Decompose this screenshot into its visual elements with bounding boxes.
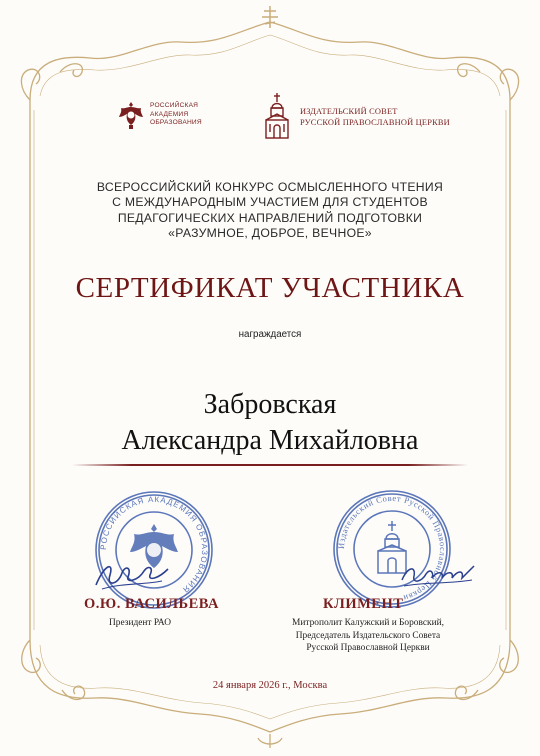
recipient-given-names: Александра Михайловна (121, 425, 419, 456)
signatory-name: О.Ю. ВАСИЛЬЕВА (84, 596, 220, 612)
issue-date: 24 января 2026 г., Москва (212, 680, 328, 691)
church-seal-text: Издательский Совет Русской Православной Церкви (335, 492, 449, 604)
rao-logo-line: РОССИЙСКАЯ (150, 102, 199, 110)
publishing-logo-line: РУССКОЙ ПРАВОСЛАВНОЙ ЦЕРКВИ (300, 118, 450, 127)
eagle-crest-icon (118, 100, 144, 130)
certificate-title: СЕРТИФИКАТ УЧАСТНИКА (75, 272, 465, 304)
contest-line: ПЕДАГОГИЧЕСКИХ НАПРАВЛЕНИЙ ПОДГОТОВКИ (117, 210, 423, 225)
church-icon (262, 92, 292, 142)
signature-vasilyeva (92, 555, 172, 595)
signature-kliment (398, 558, 478, 592)
recipient-surname: Забровская (203, 389, 337, 420)
contest-line: «РАЗУМНОЕ, ДОБРОЕ, ВЕЧНОЕ» (168, 226, 372, 241)
signatory-role-line: Президент РАО (109, 618, 171, 628)
signatory-role-line: Русской Православной Церкви (306, 643, 430, 654)
signatory-role-line: Митрополит Калужский и Боровский, (292, 618, 444, 628)
signatory-role (84, 617, 196, 630)
awarded-label: награждается (238, 329, 302, 340)
contest-line: С МЕЖДУНАРОДНЫМ УЧАСТИЕМ ДЛЯ СТУДЕНТОВ (112, 195, 428, 210)
rao-logo (118, 100, 202, 130)
publishing-logo-line: ИЗДАТЕЛЬСКИЙ СОВЕТ (300, 107, 398, 116)
divider (72, 464, 468, 466)
publishing-council-logo (262, 92, 450, 142)
signatory-role (262, 617, 474, 655)
rao-logo-line: ОБРАЗОВАНИЯ (150, 119, 202, 127)
rao-logo-line: АКАДЕМИЯ (150, 110, 189, 118)
signatory-role-line: Председатель Издательского Совета (295, 630, 441, 641)
contest-description (0, 180, 540, 242)
rao-seal-text: РОССИЙСКАЯ АКАДЕМИЯ ОБРАЗОВАНИЯ (98, 494, 210, 595)
church-seal (330, 487, 454, 611)
contest-line: ВСЕРОССИЙСКИЙ КОНКУРС ОСМЫСЛЕННОГО ЧТЕНИЯ (96, 180, 444, 194)
signatory-name: КЛИМЕНТ (323, 596, 404, 612)
